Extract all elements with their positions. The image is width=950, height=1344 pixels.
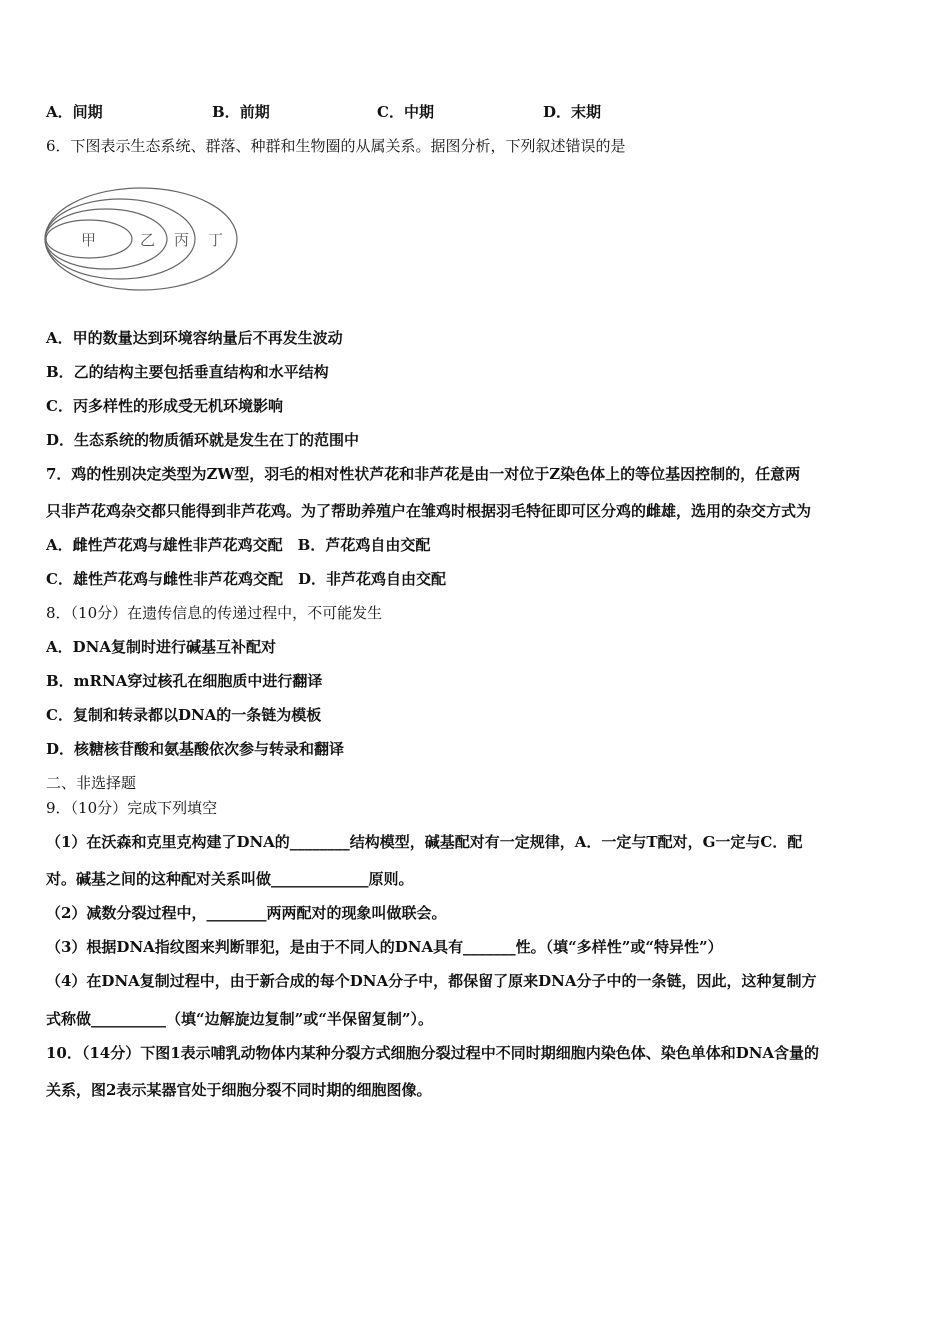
q9-line-3: （2）减数分裂过程中，________两两配对的现象叫做联会。 [46, 904, 447, 922]
q9-line-4: （3）根据DNA指纹图来判断罪犯，是由于不同人的DNA具有_______性。（填“多样性”或“特异性”） [46, 938, 723, 956]
label-jia: 甲 [81, 231, 97, 249]
q6-stem: 6．下图表示生态系统、群落、种群和生物圈的从属关系。据图分析，下列叙述错误的是 [46, 137, 626, 155]
q6-option-d: D．生态系统的物质循环就是发生在丁的范围中 [46, 431, 360, 449]
q6-option-a: A．甲的数量达到环境容纳量后不再发生波动 [46, 329, 343, 347]
q7-stem-line2: 只非芦花鸡杂交都只能得到非芦花鸡。为了帮助养殖户在雏鸡时根据羽毛特征即可区分鸡的雌雄，选用的杂交方式为 [46, 502, 812, 520]
q10-line-2: 关系，图2表示某器官处于细胞分裂不同时期的细胞图像。 [46, 1081, 432, 1099]
q7-stem-line1: 7．鸡的性别决定类型为ZW型，羽毛的相对性状芦花和非芦花是由一对位于Z染色体上的等位基因控制的，任意两 [46, 465, 801, 483]
q8-option-a: A．DNA复制时进行碱基互补配对 [46, 638, 276, 656]
q5-option-b: B．前期 [212, 103, 270, 121]
q7-options-line2: C．雄性芦花鸡与雌性非芦花鸡交配 D．非芦花鸡自由交配 [46, 570, 446, 588]
q6-option-b: B．乙的结构主要包括垂直结构和水平结构 [46, 363, 329, 381]
q9-stem: 9．（10分）完成下列填空 [46, 799, 218, 817]
section-heading: 二、非选择题 [46, 774, 137, 792]
label-bing: 丙 [174, 231, 190, 249]
q9-line-2: 对。碱基之间的这种配对关系叫做_____________原则。 [46, 870, 414, 888]
label-yi: 乙 [140, 231, 156, 249]
q10-line-1: 10．（14分）下图1表示哺乳动物体内某种分裂方式细胞分裂过程中不同时期细胞内染色体、染色单体和DNA含量的 [46, 1044, 820, 1062]
ellipse-bing [45, 199, 195, 279]
q5-option-d: D．末期 [543, 103, 602, 121]
label-ding: 丁 [208, 231, 224, 249]
q8-option-c: C．复制和转录都以DNA的一条链为模板 [46, 706, 322, 724]
q6-option-c: C．丙多样性的形成受无机环境影响 [46, 397, 283, 415]
q9-line-1: （1）在沃森和克里克构建了DNA的________结构模型，碱基配对有一定规律，A．一定与T配对，G一定与C．配 [46, 833, 803, 851]
q8-stem: 8．（10分）在遗传信息的传递过程中，不可能发生 [46, 604, 383, 622]
q9-line-5: （4）在DNA复制过程中，由于新合成的每个DNA分子中，都保留了原来DNA分子中的一条链，因此，这种复制方 [46, 972, 817, 990]
q7-options-line1: A．雌性芦花鸡与雄性非芦花鸡交配 B．芦花鸡自由交配 [46, 536, 431, 554]
nested-ellipse-diagram [44, 185, 244, 303]
q8-option-b: B．mRNA穿过核孔在细胞质中进行翻译 [46, 672, 323, 690]
q5-options-row [46, 101, 766, 123]
q8-option-d: D．核糖核苷酸和氨基酸依次参与转录和翻译 [46, 740, 345, 758]
q9-line-6: 式称做__________（填“边解旋边复制”或“半保留复制”）。 [46, 1010, 434, 1028]
q5-option-a: A．间期 [46, 103, 103, 121]
q5-option-c: C．中期 [377, 103, 434, 121]
